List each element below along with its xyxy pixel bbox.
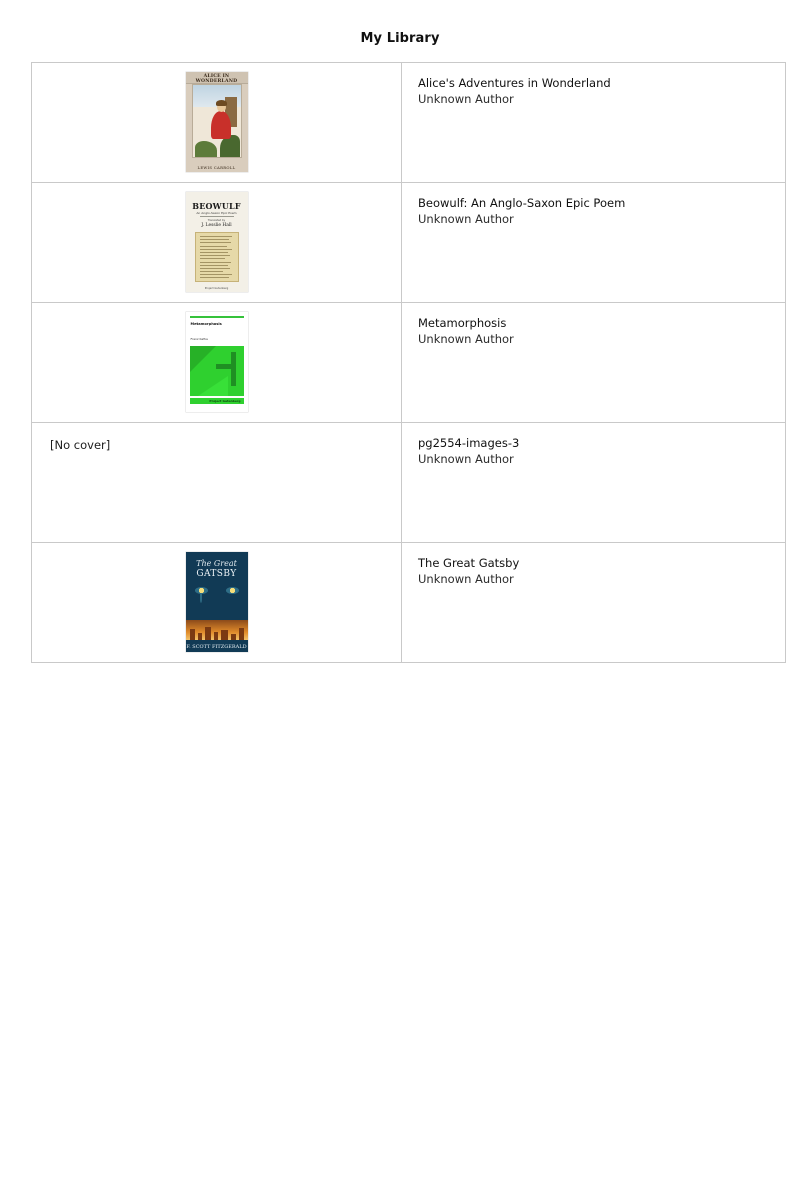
cover-artwork: [192, 84, 242, 158]
table-row[interactable]: [32, 423, 786, 543]
cover-horizontal-bar-shape: [216, 364, 236, 369]
cover-figure-hair-shape: [216, 100, 227, 106]
book-title: Alice's Adventures in Wonderland: [418, 76, 611, 90]
cover-title-text: Metamorphosis: [190, 322, 222, 326]
library-table-body: [32, 63, 786, 663]
cover-triangle-shape: [190, 346, 216, 372]
cover-artwork: [190, 346, 244, 396]
book-title: The Great Gatsby: [418, 556, 520, 570]
book-info-cell[interactable]: [402, 543, 786, 663]
cover-figure-dress-shape: [211, 111, 231, 139]
no-cover-label: [No cover]: [50, 438, 111, 452]
cover-wrapper: [186, 312, 248, 412]
cover-vertical-bar-shape: [231, 352, 236, 386]
cover-author-text: F. SCOTT FITZGERALD: [186, 644, 247, 650]
book-info-cell[interactable]: [402, 63, 786, 183]
book-author: Unknown Author: [418, 572, 514, 586]
book-author: Unknown Author: [418, 452, 514, 466]
cover-translator-name: J. Lesslie Hall: [201, 223, 232, 228]
cover-author-text: LEWIS CARROLL: [197, 165, 236, 170]
book-cover-cell[interactable]: [32, 183, 402, 303]
cover-cityscape-artwork: [186, 620, 248, 640]
book-info-cell[interactable]: [402, 423, 786, 543]
book-info-cell[interactable]: [402, 303, 786, 423]
book-cover-cell[interactable]: [32, 423, 402, 543]
cover-foliage-left-shape: [195, 141, 217, 157]
cover-title-line1: The Great: [196, 559, 237, 568]
cover-footer-text: Project Gutenberg: [204, 287, 229, 290]
cover-eye-left-shape: [195, 587, 208, 594]
cover-title-text: ALICE IN WONDERLAND: [195, 74, 238, 84]
cover-triangle-shape-2: [198, 376, 228, 396]
book-cover-image-alice: [186, 72, 248, 172]
cover-manuscript-artwork: [195, 232, 239, 282]
book-title: Beowulf: An Anglo-Saxon Epic Poem: [418, 196, 626, 210]
table-row[interactable]: [32, 543, 786, 663]
cover-author-text: Franz Kafka: [190, 337, 208, 341]
cover-footer-text: Project Gutenberg: [209, 398, 241, 403]
cover-eye-right-shape: [226, 587, 239, 594]
book-author: Unknown Author: [418, 92, 514, 106]
library-table: [31, 62, 786, 663]
table-row[interactable]: [32, 303, 786, 423]
book-author: Unknown Author: [418, 212, 514, 226]
cover-tear-shape: [200, 594, 202, 603]
table-row[interactable]: [32, 63, 786, 183]
cover-title-text: BEOWULF: [192, 201, 241, 211]
cover-title-line2: GATSBY: [196, 569, 237, 579]
cover-divider: [200, 216, 234, 217]
cover-wrapper: [186, 72, 248, 172]
book-cover-cell[interactable]: [32, 543, 402, 663]
cover-wrapper: [186, 552, 248, 652]
book-cover-image-metamorphosis: [186, 312, 248, 412]
book-cover-image-gatsby: [186, 552, 248, 652]
book-cover-cell[interactable]: [32, 63, 402, 183]
cover-subtitle-text: An Anglo-Saxon Epic Poem: [196, 211, 237, 215]
book-title: Metamorphosis: [418, 316, 507, 330]
book-cover-cell[interactable]: [32, 303, 402, 423]
cover-top-rule: [190, 316, 244, 318]
table-row[interactable]: [32, 183, 786, 303]
cover-wrapper: [186, 192, 248, 292]
cover-footer-band: [190, 398, 244, 404]
cover-eyes-artwork: [186, 585, 248, 597]
book-cover-image-beowulf: [186, 192, 248, 292]
cover-translator-label: Translated by: [207, 219, 226, 222]
page-title: My Library: [360, 31, 440, 46]
book-info-cell[interactable]: [402, 183, 786, 303]
book-author: Unknown Author: [418, 332, 514, 346]
book-title: pg2554-images-3: [418, 436, 520, 450]
